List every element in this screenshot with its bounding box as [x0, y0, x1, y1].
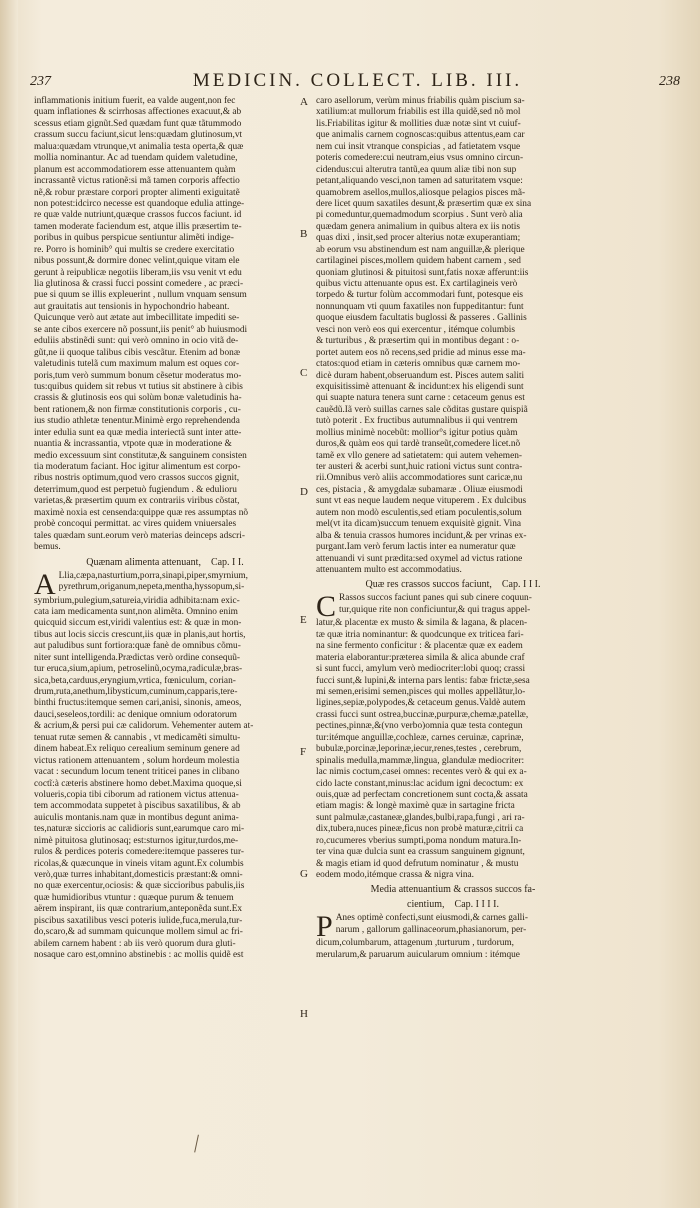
text-line: pi comeduntur,quemadmodum scorpius . Sunt verò alia	[316, 210, 523, 221]
chapter-4-cap: Cap. I I I I.	[454, 899, 499, 911]
text-line: tus:quibus quidem sit rebus vt tutius sit abstinere à cibis	[34, 381, 243, 392]
text-line: ius studio athletæ tenentur.Minimè ergo reprehendenda	[34, 416, 240, 427]
text-line: attenuandi vi sunt prædita:sed oxymel ad victus ratione	[316, 553, 523, 564]
text-line: re. Porro is hominib° qui multis se credere exercitatio	[34, 244, 235, 255]
text-line: tamẽ ex vllo genere ad satietatem: qui autem vehemen-	[316, 450, 522, 461]
text-line: do,scaro,& ad summam quicunque mollem simul ac fri-	[34, 927, 243, 938]
text-line: nẽ,& robur præstare corpori propter alimenti exiguitatẽ	[34, 187, 240, 198]
text-line: vesci non verò eos qui exercentur , itémque columbis	[316, 324, 516, 335]
text-line: nibus possunt,& dormire donec velint,quique vitam ele	[34, 256, 240, 267]
text-line: merularum,& paruarum auicularum omnium : itémque	[316, 949, 520, 960]
margin-marker-b: B	[300, 228, 308, 240]
right-paragraph-1	[316, 96, 590, 576]
text-line: malua:quædam vtrunque,vt animalia testa operta,& quæ	[34, 141, 244, 152]
text-line: nosaque caro est,omnino abstinebis : ac mollis quidẽ est	[34, 950, 244, 961]
text-line: no quæ exercentur,ociosis: & quæ siccioribus pabulis,iis	[34, 881, 245, 892]
text-line: quam inflationes & scirrhosas affectiones exacuut,& ab	[34, 107, 242, 118]
text-line: petant,aliquando vesci,non tamen ad saturitatem vsque:	[316, 176, 523, 187]
text-line: planum est accommodatiorem esse attenuantem quàm	[34, 164, 236, 175]
drop-cap-a: A	[34, 567, 56, 601]
text-line: ter austeri & acerbi sunt,huic rationi victus sunt contra-	[316, 462, 523, 472]
text-line: aut paludibus sunt fortiora:quæ fanè de omnibus cõmu-	[34, 641, 241, 652]
text-line: aut grauitatis aut tensionis in hypochondrio habeant.	[34, 301, 230, 312]
chapter-2-heading	[34, 556, 296, 569]
text-line: cauẽdũ.Iã verò suillas carnes sale cõditas gustare quispiã	[316, 404, 528, 415]
text-line: Rassos succos faciunt panes qui sub cinere coquun-	[339, 593, 532, 604]
text-line: bemus.	[34, 542, 61, 553]
text-line: pectines,pinnæ,&(vno verbo)omnia quæ testa contegun	[316, 721, 523, 732]
text-line: poribus in quibus perspicue sentiuntur alimẽti indige-	[34, 233, 234, 244]
right-column	[316, 96, 590, 961]
text-line: eduliis abstinẽdi sunt: qui verò omnino in ocio vitã de-	[34, 336, 239, 347]
text-line: poris,tum verò summum bonum cẽsetur moderatus mo-	[34, 370, 242, 381]
margin-marker-e: E	[300, 614, 307, 626]
text-line: gerunt à reipublicæ negotiis liberam,iis vsu venit vt edu	[34, 267, 242, 278]
text-line: Anes optimè confecti,sunt eiusmodi,& carnes galli-	[335, 913, 528, 924]
text-line: tur:itémque anguillæ,cochleæ, carnes ceruinæ, caprinæ,	[316, 732, 524, 743]
text-line: cata iam medicamenta sunt,non alimẽta. Omnino enim	[34, 606, 238, 617]
text-line: quædam genera animalium in quibus altera ex iis notis	[316, 221, 520, 232]
text-line: victus rationem attenuantem , solum hordeum molestia	[34, 755, 240, 766]
text-line: tes,naturæ siccioris ac calidioris sunt,earumque caro mi-	[34, 824, 245, 835]
text-line: lis.Friabilitas igitur & mollities duæ notæ sint vt cuiuf-	[316, 118, 521, 129]
text-line: ribus nostris optimum,quod vero crassos succos gignit,	[34, 473, 240, 484]
text-line: ab eorum vsu abstinendum est nam anguillæ,& plerique	[316, 244, 525, 255]
text-line: varietas,& præsertim quum ex contrariis viribus cõstat,	[34, 496, 240, 507]
text-line: inter edulia sunt ea quæ media interiectã sunt inter atte-	[34, 427, 242, 438]
text-line: nuantia & incrassantia, vtpote quæ in moderatione &	[34, 439, 232, 450]
text-line: na sine fermento conficitur : & placentæ quæ ex eadem	[316, 641, 523, 652]
text-line: dix,tubera,nuces pineæ,ficus non probè maturæ,citrii ca	[316, 824, 524, 835]
text-line: attenuantem multo est accommodatius.	[316, 564, 462, 575]
text-line: incrassantẽ victus rationẽ:si mã tamen corporis affectio	[34, 176, 240, 187]
chapter-4-heading-line-1	[316, 883, 590, 896]
chapter-2-title: Quænam alimenta attenuant,	[86, 556, 201, 568]
text-line: scessus etiam gignũt.Sed quædam funt quæ tãtummodo	[34, 118, 242, 129]
margin-marker-h: H	[300, 1008, 308, 1020]
text-line: & acrium,& persi pui cæ calidorum. Vehementer autem at-	[34, 721, 254, 732]
text-line: purgant.Iam verò ferum lactis inter ea numeratur quæ	[316, 542, 516, 553]
left-paragraph-2	[34, 596, 296, 962]
text-line: binthi fructus:itemque semen cari,anisi, sinonis, ameos,	[34, 698, 242, 709]
text-line: dinem habeat.Ex reliquo cerealium seminum genere ad	[34, 744, 240, 755]
text-line: coctĩ:à cæteris abstinere homo debet.Maxima quoque,si	[34, 778, 242, 789]
text-line: Quicunque verò aut ætate aut imbecillitate impediti se-	[34, 313, 240, 324]
margin-marker-g: G	[300, 868, 308, 880]
text-line: mi semen,erisimi semen,pisces qui molles appellãtur,lo-	[316, 687, 526, 697]
text-line: narum , gallorum gallinaceorum,phasianorum, per-	[335, 924, 527, 935]
text-line: nonnunquam vti quum faxatiles non fuppeditantur: funt	[316, 301, 524, 312]
text-line: auiculis montanis.nam quæ in montibus degunt anima-	[34, 812, 239, 823]
text-line: inflammationis initium fuerit, ea valde augent,non fec	[34, 96, 236, 106]
drop-cap-c: C	[316, 590, 337, 624]
page-number-right: 238	[659, 74, 680, 89]
text-line: quæ humidioribus vtuntur : quæque purum & tenuem	[34, 892, 234, 903]
text-line: pyrethrum,origanum,nepeta,mentha,hyssopum,si-	[58, 581, 245, 592]
text-line: alba & tenuia crassos humores incidunt,& per vrinas ex-	[316, 530, 527, 541]
text-line: gũt,ne ii quoque talibus cibis vescãtur. Etenim ad bonæ	[34, 347, 241, 358]
right-paragraph-3	[316, 938, 590, 961]
text-line: cartilaginei pisces,mollem quidem habent carnem , sed	[316, 256, 521, 267]
text-line: abilem carnem habent : ab iis verò quorum dura gluti-	[34, 938, 236, 949]
margin-marker-f: F	[300, 746, 307, 758]
text-line: cidendus:cui alterutra tantũ,ea quum aliæ tibi non sup	[316, 164, 517, 175]
right-paragraph-2	[316, 618, 590, 881]
chapter-4-heading-line-2	[316, 898, 590, 911]
text-line: vacat : secundum locum tenent triticei panes in clibano	[34, 767, 240, 778]
margin-marker-a: A	[300, 96, 308, 108]
text-line: spinalis medulla,mammæ,lingua, glandulæ mediocriter:	[316, 755, 525, 766]
text-line: ligines,sepiæ,polypodes,& cetaceum genus.Valdè autem	[316, 698, 526, 709]
text-line: non potest:idcirco necesse est quandoque edulia attinge-	[34, 198, 245, 209]
chapter-3-title: Quæ res crassos succos faciunt,	[365, 579, 492, 591]
text-line: volueris,copia tibi ciborum ad rationem victus attenua-	[34, 789, 239, 800]
text-line: niter sunt intelligenda.Prædictas verò ordine consequũ-	[34, 652, 241, 663]
text-line: eodem modo,itémque crassa & nigra vina.	[316, 870, 475, 880]
chapter-3-heading	[316, 578, 590, 591]
text-line: ricolas,& quæcunque in vineis vitam agunt.Ex columbis	[34, 858, 244, 869]
chapter-4-title-2: cientium,	[407, 899, 445, 911]
text-line: bent rationem,& non firmæ constitutionis corporis , cu-	[34, 404, 241, 415]
text-line: tibus aut locis siccis crescunt,iis quæ in planis,aut hortis,	[34, 629, 246, 640]
text-line: xatilium:at mullorum friabilis est illa quidẽ,sed nõ mol	[316, 107, 521, 118]
text-line: valetudinis tutelã cum maximum malum est oques cor-	[34, 359, 240, 370]
text-line: mel(vt ita dicam)succum tenuem exquisitè gignit. Vina	[316, 519, 522, 530]
text-line: tamen moderate faciendum est, atque illis præsertim te-	[34, 221, 242, 232]
text-line: deterrimum,quod est perpetuò fugiendum . & edulioru	[34, 484, 237, 495]
text-line: lia glutinosa & crassi fucci possint comedere , ac præci-	[34, 279, 244, 289]
text-line: ctatos:quod etiam in cæteris omnibus quæ carnem mo-	[316, 359, 521, 370]
text-line: quicquid siccum est,viridi valentius est: & quæ in mon-	[34, 618, 242, 629]
drop-cap-p: P	[316, 910, 333, 944]
text-line: quas dixi , insit,sed procer alterius notæ exuperantiam;	[316, 233, 521, 244]
text-line: se ante cibos exercere nõ possunt,iis penit° ab huiusmodi	[34, 324, 248, 335]
text-line: ro,cucumeres vberius sumpti,poma nondum matura.In-	[316, 835, 522, 846]
text-line: dauci,seseleos,tordili: ac denique omnium odoratorum	[34, 709, 237, 720]
text-line: symbrium,pulegium,satureia,viridia adhibita:nam exic-	[34, 595, 240, 606]
text-line: crassi fucci sunt ostrea,buccinæ,purpuræ,chemæ,patellæ,	[316, 709, 529, 720]
text-line: tenuat rutæ semen & cannabis , vt medicamẽti simultu-	[34, 732, 241, 743]
text-line: mollia nominantur. Ac ad tuendam quidem valetudine,	[34, 153, 238, 164]
text-line: tia moderatum faciant. Hoc igitur alimentum est corpo-	[34, 462, 241, 472]
text-line: verò,quæ turres inhabitant,domesticis præstant:& omni-	[34, 870, 243, 880]
text-line: qui suapte natura tenera sunt carne : cetaceum genus est	[316, 393, 525, 404]
text-line: mollius minimè nocebũt: mollior°s igitur potius quàm	[316, 427, 518, 438]
text-line: sunt palmulæ,castaneæ,glandes,bulbi,rapa,fungi , ari ra-	[316, 812, 525, 823]
ink-mark	[194, 1135, 203, 1154]
text-line: rulos & perdices poteris comedere:itemque passeres tur-	[34, 847, 244, 858]
text-line: tur,quique rite non conficiuntur,& qui tragus appel-	[339, 604, 531, 615]
text-line: etiam magis: & longè maximè quæ in sartagine fricta	[316, 801, 515, 812]
text-line: si sunt fucci, amylum verò mediocriter:lobi quoq; crassi	[316, 664, 526, 675]
text-line: piscibus saxatilibus vesci poteris iulide,fuca,merula,tur-	[34, 915, 243, 926]
text-line: quamobrem asellos,mullos,aliosque pelagios pisces mã-	[316, 187, 526, 198]
text-line: materia elaborantur:præterea simila & alica abunde craf	[316, 652, 525, 663]
text-line: ouis,quæ ad perfectam concretionem sunt cocta,& assata	[316, 789, 528, 800]
text-line: tæ quæ itria nominantur: & quodcunque ex triticea fari-	[316, 629, 524, 640]
text-line: sunt vt eas neque laudem neque vituperem . Ex dulcibus	[316, 496, 527, 507]
text-line: autem non modò esculentis,sed etiam poculentis,solum	[316, 507, 522, 518]
text-line: cido lacte constant,minus:lac acidum igni decoctum: ex	[316, 778, 524, 789]
text-line: ces, pistacia , & amygdalæ subamaræ . Oliuæ eiusmodi	[316, 484, 523, 495]
chapter-4-title-1: Media attenuantium & crassos succos fa-	[370, 884, 536, 896]
text-line: lac nimis coctum,casei omnes: recentes verò & qui ex a-	[316, 767, 527, 778]
text-line: poteris comedere:cui neutram,eius vsus omnino circun-	[316, 153, 524, 164]
text-line: crassis & glutinosis eos qui solùm bonæ valetudinis ha-	[34, 393, 242, 404]
text-line: latur,& placentæ ex musto & simila & lagana, & placen-	[316, 618, 528, 629]
text-line: re quæ valde nutriunt,quæque crassos fuccos faciunt. id	[34, 210, 242, 221]
text-line: Llia,cæpa,nasturtium,porra,sinapi,piper,smyrnium,	[58, 570, 248, 581]
text-line: duros,& quàm eos qui tardè transeũt,comedere licet.nõ	[316, 439, 521, 450]
text-line: quibus victu attenuante opus est. Ex cartilagineis verò	[316, 279, 518, 289]
page-number-left: 237	[30, 74, 51, 89]
margin-marker-c: C	[300, 367, 308, 379]
text-line: & turturibus , & præsertim qui in montibus degant : o-	[316, 336, 520, 347]
chapter-2-cap: Cap. I I.	[210, 556, 244, 568]
left-paragraph-1	[34, 96, 296, 554]
text-line: fucci sunt,& lupini,& interna pars lentis: fabæ frictæ,sesa	[316, 675, 530, 686]
text-line: nem cui insit vtranque conspicias , ad fatietatem vsque	[316, 141, 521, 152]
margin-marker-d: D	[300, 486, 308, 498]
text-line: portet autem eos nõ recens,sed pridie ad minus esse ma-	[316, 347, 526, 358]
text-line: dere licet quum saxatiles desunt,& præsertim quæ ex sina	[316, 198, 532, 209]
gutter-shadow	[0, 0, 18, 1208]
text-line: bubulæ,porcinæ,leporinæ,iecur,renes,testes , cerebrum,	[316, 744, 522, 755]
text-line: quoque eiusdem facultatis buglossi & passeres . Gallinis	[316, 313, 527, 324]
text-line: nimè pituitosa glutinosaq; est:sturnos igitur,turdos,me-	[34, 835, 239, 846]
text-line: rii.Omnibus verò aliis accommodatiores sunt caricæ,nu	[316, 473, 523, 484]
text-line: crassum succu faciunt,sicut lens:quædam glutinosum,vt	[34, 130, 243, 141]
text-line: probè concoqui permittat. ac vires quidem vniuersales	[34, 519, 237, 530]
text-line: drum,ruta,anethum,libysticum,cuminum,capparis,tere-	[34, 687, 238, 697]
text-line: tutò poterit . Ex fructibus autumnalibus ii qui ventrem	[316, 416, 518, 427]
text-line: torpedo & turtur folùm accommodari funt, potesque eis	[316, 290, 524, 301]
text-line: maximè noxia est censenda:quippe quæ res assumptas nõ	[34, 507, 249, 518]
text-line: tur eruca,sium,apium, petroselinũ,ocyma,radiculæ,bras-	[34, 664, 243, 675]
text-line: tales quædam sunt.eorum verò materias deinceps adscri-	[34, 530, 245, 541]
chapter-3-cap: Cap. I I I.	[501, 579, 541, 591]
text-line: medio excessuum sint constitutæ,& sanguinem consisten	[34, 450, 247, 461]
text-line: aërem inspirant, iis quæ contrarium,anteponẽda sunt.Ex	[34, 904, 243, 915]
text-line: ter vina quæ dulcia sunt ea crassum sanguinem gignunt,	[316, 847, 525, 858]
text-line: tem accommodata suppetet à piscibus saxatilibus, & ab	[34, 801, 241, 812]
text-line: que animalis carnem cognoscas:quibus attentus,eam car	[316, 130, 525, 141]
text-line: caro asellorum, verùm minus friabilis quàm piscium sa-	[316, 96, 525, 106]
text-line: dicè duram habent,obseruandum est. Pisces autem saliti	[316, 370, 525, 381]
text-line: & magis etiam id quod defrutum nominatur , & mustu	[316, 858, 519, 869]
running-header	[22, 72, 688, 94]
text-line: sica,beta,carduus,eryngium,vrtica, fœniculum, corian-	[34, 675, 236, 686]
text-line: dicum,columbarum, attagenum ,turturum , turdorum,	[316, 938, 514, 949]
text-line: pue si quum se illis expleuerint , nullum vnquam sensum	[34, 290, 247, 301]
running-title: MEDICIN. COLLECT. LIB. III.	[192, 70, 523, 91]
left-column	[34, 96, 296, 962]
text-line: exquisitissimè attenuant & incidunt:ex his eligendi sunt	[316, 381, 524, 392]
text-line: quoniam glutinosi & pituitosi sunt,fatis noxæ afferunt:iis	[316, 267, 529, 278]
